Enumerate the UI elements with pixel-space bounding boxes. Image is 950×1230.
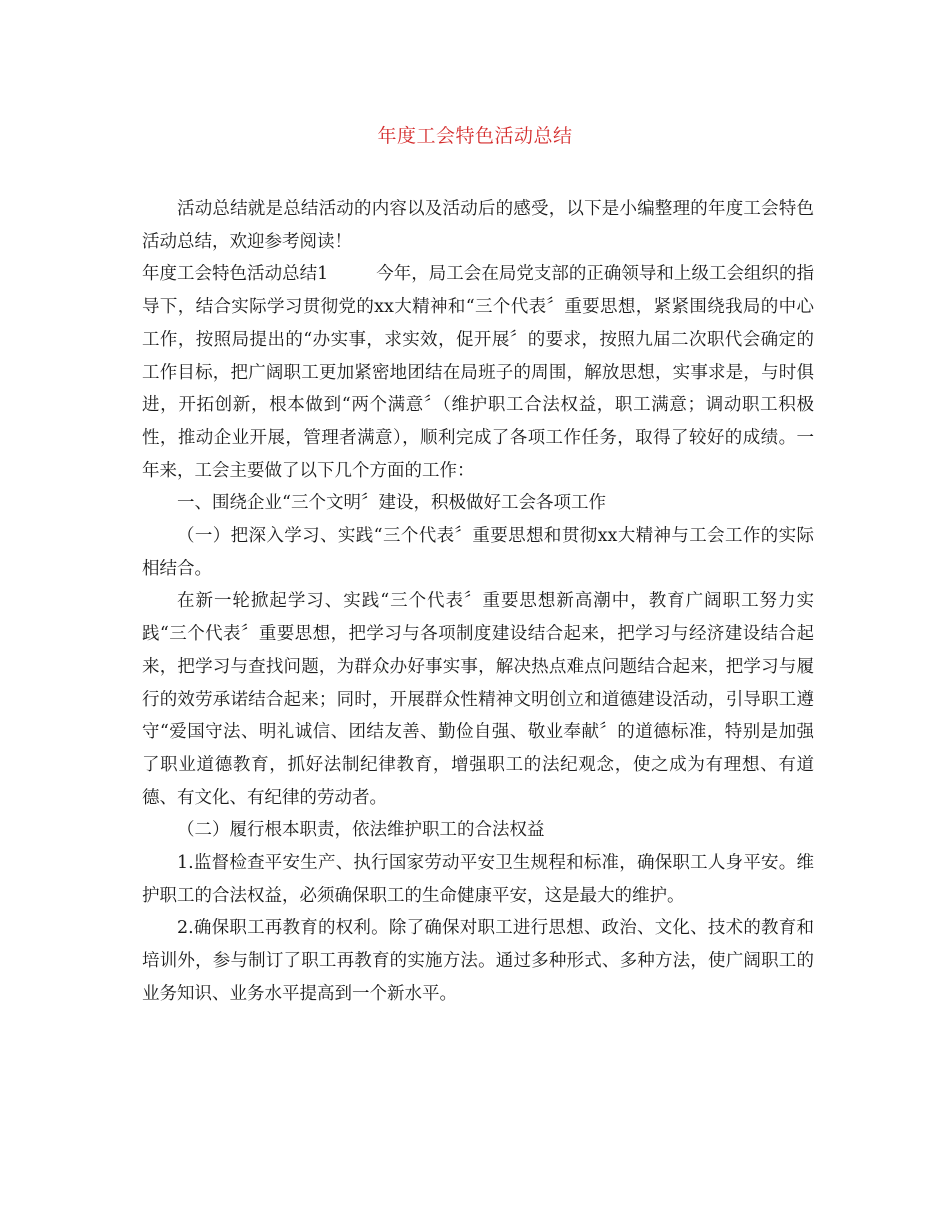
- paragraph-2: 在新一轮掀起学习、实践“三个代表〞重要思想新高潮中，教育广阔职工努力实践“三个代表〞重要思想，把学习与各项制度建设结合起来，把学习与经济建设结合起来，把学习与查找问题，为群众办好事实事，解决热点难点问题结合起来，把学习与履行的效劳承诺结合起来；同时，开展群众性精神文明创立和道德建设活动，引导职工遵守“爱国守法、明礼诚信、团结友善、勤俭自强、敬业奉献〞的道德标准，特别是加强了职业道德教育，抓好法制纪律教育，增强职工的法纪观念，使之成为有理想、有道德、有文化、有纪律的劳动者。: [142, 591, 814, 808]
- section-1-paragraph: [142, 258, 814, 487]
- document-body: [142, 193, 814, 1011]
- intro-paragraph: 活动总结就是总结活动的内容以及活动后的感受，以下是小编整理的年度工会特色活动总结，欢迎参考阅读！: [142, 199, 814, 252]
- section-label: 年度工会特色活动总结1: [142, 264, 329, 285]
- heading-1-1: （一）把深入学习、实践“三个代表〞重要思想和贯彻xx大精神与工会工作的实际相结合。: [142, 526, 814, 579]
- heading-1-2: （二）履行根本职责，依法维护职工的合法权益: [177, 820, 545, 841]
- document-title: 年度工会特色活动总结: [377, 125, 573, 147]
- list-item-2: 2.确保职工再教育的权利。除了确保对职工进行思想、政治、文化、技术的教育和培训外，参与制订了职工再教育的实施方法。通过多种形式、多种方法，使广阔职工的业务知识、业务水平提高到一个新水平。: [142, 918, 814, 1004]
- list-item-1: 1.监督检查平安生产、执行国家劳动平安卫生规程和标准，确保职工人身平安。维护职工的合法权益，必须确保职工的生命健康平安，这是最大的维护。: [142, 853, 814, 906]
- heading-1: 一、围绕企业“三个文明〞建设，积极做好工会各项工作: [177, 493, 606, 514]
- section-1-text: 今年，局工会在局党支部的正确领导和上级工会组织的指导下，结合实际学习贯彻党的xx大精神和“三个代表〞重要思想，紧紧围绕我局的中心工作，按照局提出的“办实事，求实效，促开展〞的要求，按照九届二次职代会确定的工作目标，把广阔职工更加紧密地团结在局班子的周围，解放思想，实事求是，与时俱进，开拓创新，根本做到“两个满意〞（维护职工合法权益，职工满意；调动职工积极性，推动企业开展，管理者满意），顺利完成了各项工作任务，取得了较好的成绩。一年来，工会主要做了以下几个方面的工作：: [142, 264, 815, 481]
